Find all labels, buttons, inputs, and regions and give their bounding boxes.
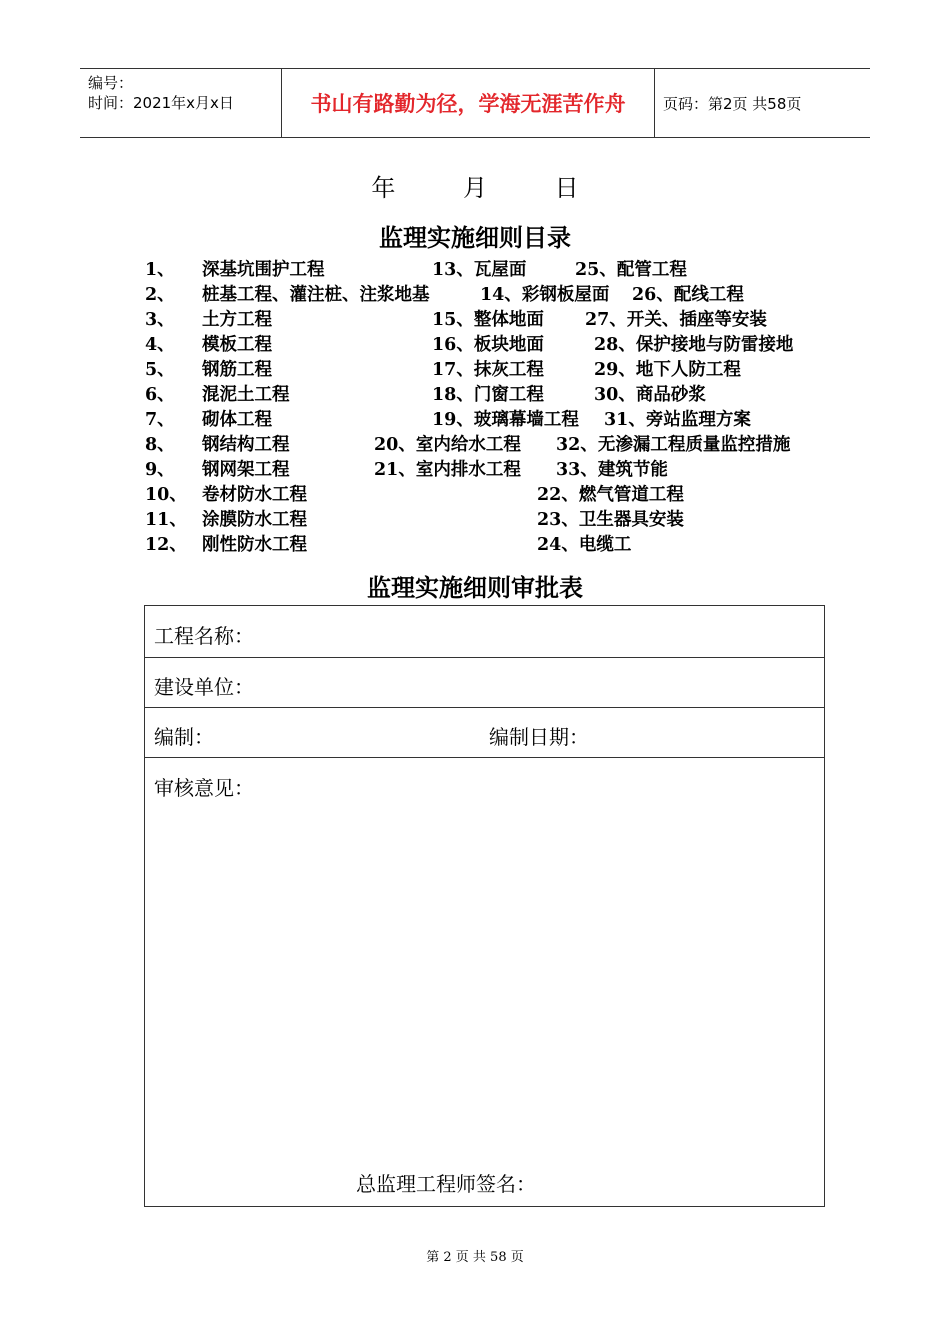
form-row-project: [145, 606, 824, 658]
page-footer: 第 2 页 共 58 页: [426, 1250, 524, 1265]
toc-item-label: 混泥土工程: [202, 385, 290, 405]
toc-item-num: 5、: [145, 360, 175, 380]
toc-item-num: 6、: [145, 385, 175, 405]
page-header: [80, 68, 870, 138]
signature-label: 总监理工程师签名：: [356, 1172, 536, 1196]
toc-item-num: 8、: [145, 435, 175, 455]
toc-item-label: 刚性防水工程: [202, 535, 307, 555]
toc-item: 19、玻璃幕墙工程: [432, 410, 579, 430]
toc-item-label: 卷材防水工程: [202, 485, 307, 505]
toc-item: 30、商品砂浆: [594, 385, 706, 405]
toc-item-label: 桩基工程、灌注桩、注浆地基: [202, 285, 430, 305]
project-name-label: 工程名称：: [154, 624, 254, 648]
toc-item: 24、电缆工: [537, 535, 632, 555]
toc-item-label: 模板工程: [202, 335, 272, 355]
toc-item-label: 涂膜防水工程: [202, 510, 307, 530]
toc-item: 27、开关、插座等安装: [585, 310, 767, 330]
toc-item: 31、旁站监理方案: [604, 410, 751, 430]
toc-item: 23、卫生器具安装: [537, 510, 684, 530]
toc-item-label: 砌体工程: [202, 410, 272, 430]
header-meta: [80, 69, 282, 137]
form-row-builder: [145, 658, 824, 708]
toc-item-num: 2、: [145, 285, 175, 305]
toc-item-label: 土方工程: [202, 310, 272, 330]
toc-item-num: 11、: [145, 510, 187, 530]
toc-item: 25、配管工程: [575, 260, 687, 280]
document-time: 时间：2021年x月x日: [88, 94, 234, 112]
toc-item-label: 钢筋工程: [202, 360, 272, 380]
toc-item-label: 深基坑围护工程: [202, 260, 325, 280]
toc-item-num: 10、: [145, 485, 187, 505]
approval-form: [144, 605, 825, 1207]
toc-item: 28、保护接地与防雷接地: [594, 335, 794, 355]
form-row-compile: [145, 708, 824, 758]
review-label: 审核意见：: [154, 776, 254, 800]
toc-list: [0, 258, 950, 558]
compile-date-label: 编制日期：: [489, 725, 589, 749]
header-motto: 书山有路勤为径，学海无涯苦作舟: [282, 69, 655, 137]
toc-item-num: 12、: [145, 535, 187, 555]
builder-label: 建设单位：: [154, 675, 254, 699]
toc-item: 29、地下人防工程: [594, 360, 741, 380]
toc-item-num: 4、: [145, 335, 175, 355]
toc-item: 15、整体地面: [432, 310, 544, 330]
toc-item-num: 1、: [145, 260, 175, 280]
toc-title: 监理实施细则目录: [379, 223, 571, 252]
toc-item-num: 7、: [145, 410, 175, 430]
form-row-review: [145, 758, 824, 1206]
toc-item: 33、建筑节能: [556, 460, 668, 480]
toc-item-label: 钢结构工程: [202, 435, 290, 455]
date-line: 年 月 日: [371, 174, 609, 202]
toc-item: 22、燃气管道工程: [537, 485, 684, 505]
toc-item-num: 3、: [145, 310, 175, 330]
toc-item: 18、门窗工程: [432, 385, 544, 405]
toc-item-label: 钢网架工程: [202, 460, 290, 480]
toc-item: 17、抹灰工程: [432, 360, 544, 380]
toc-item: 26、配线工程: [632, 285, 744, 305]
toc-item: 32、无渗漏工程质量监控措施: [556, 435, 791, 455]
toc-item: 20、室内给水工程: [374, 435, 521, 455]
toc-item: 13、瓦屋面: [432, 260, 527, 280]
toc-item: 14、彩钢板屋面: [480, 285, 610, 305]
toc-item: 21、室内排水工程: [374, 460, 521, 480]
compiler-label: 编制：: [154, 725, 214, 749]
toc-item-num: 9、: [145, 460, 175, 480]
toc-item: 16、板块地面: [432, 335, 544, 355]
header-page-info: 页码：第2页 共58页: [663, 94, 802, 113]
approval-title: 监理实施细则审批表: [367, 573, 583, 602]
document-number: 编号：: [88, 74, 134, 92]
